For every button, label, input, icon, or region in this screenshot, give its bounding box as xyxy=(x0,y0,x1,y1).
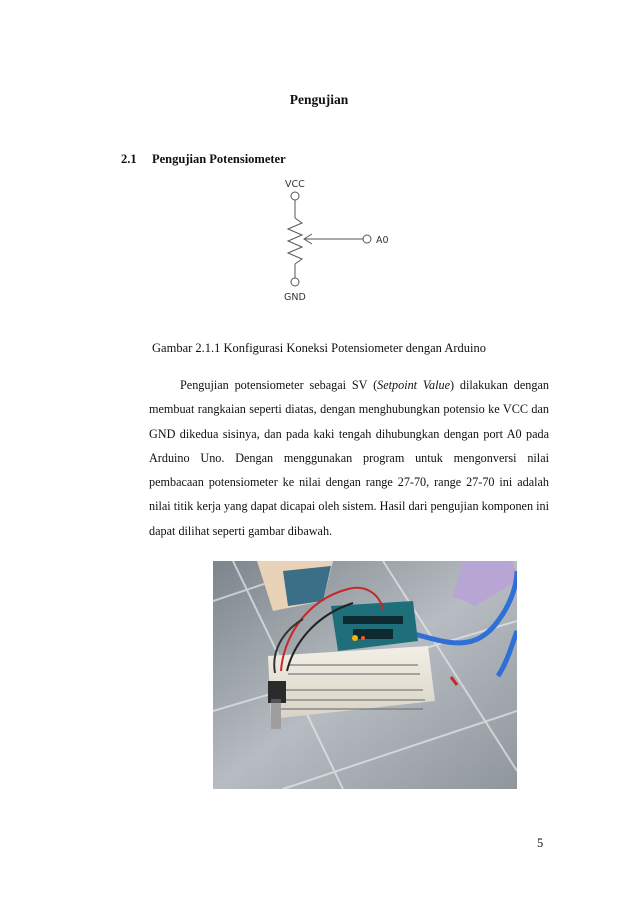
resistor-symbol xyxy=(288,218,302,264)
body-paragraph: Pengujian potensiometer sebagai SV (Setpoint Value) dilakukan dengan membuat rangkaian seperti diatas, dengan menghubungkan potensio ke VCC dan GND dikedua sisinya, dan pada kaki tengah dihubungkan dengan port A0 pada Arduino Uno. Dengan menggunakan program untuk mengonversi nilai pembacaan potensiometer ke nilai dengan range 27-70, range 27-70 ini adalah nilai titik kerja yang dapat dicapai oleh sistem. Hasil dari pengujian komponen ini dapat dilihat seperti gambar dibawah. xyxy=(149,378,549,538)
gnd-label: GND xyxy=(284,292,306,303)
section-title: Pengujian Potensiometer xyxy=(152,152,286,166)
gnd-terminal xyxy=(291,278,299,286)
a0-terminal xyxy=(363,235,371,243)
breadboard-photo xyxy=(213,561,517,789)
section-number: 2.1 xyxy=(121,152,137,166)
potentiometer-circuit-diagram xyxy=(230,172,430,307)
vcc-label: VCC xyxy=(285,179,305,190)
page-number: 5 xyxy=(537,836,544,850)
section-heading xyxy=(121,152,286,167)
figure-caption: Gambar 2.1.1 Konfigurasi Koneksi Potensiometer dengan Arduino xyxy=(152,341,486,355)
page-title: Pengujian xyxy=(289,92,349,107)
vcc-terminal xyxy=(291,192,299,200)
italic-term: Setpoint Value xyxy=(377,378,450,392)
a0-label: A0 xyxy=(376,235,389,246)
